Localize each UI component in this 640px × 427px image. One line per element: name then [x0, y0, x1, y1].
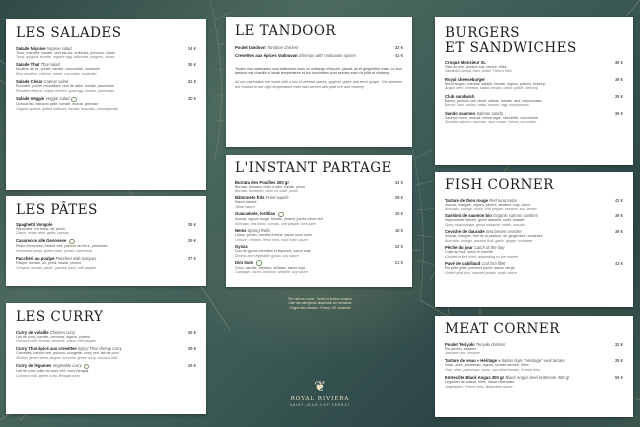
fish-corner-card: [435, 172, 633, 307]
menu-item: Salade Niçoise Niçoise salad 34 € Thon, roquette, tomate, œuf bio dur, artichaut, poivrons, olives Tuna, arugula, tomato, organic egg, artichoke, peppers, olives: [16, 45, 196, 59]
menu-item: Curry Thaï épicé aux crevettes Spicy Thai shrimp curry 39 € Crevettes, haricot vert, poivron, courgette, curry vert, lait de coco Shrimp, green bean, pepper, zucchini, green curry, coconut milk: [16, 346, 196, 360]
menu-item: Nems Spring Rolls 18 € Laitue, poulet, menthe fraîche, sauce nuoc mam Lettuce, chicken, fresh mint, nuoc mam sauce: [235, 228, 403, 242]
royal-riviera-logo: ❦ ROYAL RIVIERA SAINT-JEAN-CAP-FERRAT: [280, 380, 360, 407]
curry-card: [6, 303, 206, 414]
menu-item: Guacamole, tortillas 16 € Avocat, oignon rouge, tomate, piment, jus de citron vert Avocado, red onion, tomato, chili pepper, lime juice: [235, 211, 403, 226]
pates-title: LES PÂTES: [16, 202, 98, 218]
crest-icon: ❦: [314, 379, 326, 395]
menu-item: Paccheri au poulpe Paccheri with octopus 37 € Poulpe, tomate, ail, persil, basilic, piment Octopus, tomato, garlic, parsley, basil, chili pepper: [16, 256, 196, 270]
menu-item: Curry de légumes Vegetable curry 29 € Lait de coco, pâte de curry vert, curry Bengali Coconut milk, green curry, Bengali curry: [16, 363, 196, 378]
menu-item: Curry de volaille Chicken curry 36 € Lait de coco, tomate, curcuma, oignon, piment Coconut milk, tomato, turmeric, onion, chili pepper: [16, 329, 196, 343]
menu-item: Club sandwich 35 € Bacon, jambon cuit, dinde, salade, tomate, œuf, mayonnaise Bacon, ham, turkey, salad, tomato, egg, mayonnaise: [445, 93, 623, 108]
menu-footer: Prix nets en euros · Taxes et service compris Liste des allergènes disponible sur demande Origine des viandes : France, UE, Australie: [288, 297, 352, 310]
menu-item: Casarecce alle Genovese 29 € Pesto Genovese, haricot vert, pomme de terre, parmesan Genovese pesto, green bean, potato, parmesan: [16, 238, 196, 253]
curry-title: LES CURRY: [16, 309, 104, 325]
menu-item: Poulet Teriyaki Teriyaki chicken 32 € Riz jasmin, sésame Jasmine rice, sesame: [445, 341, 623, 355]
meat-corner-card: [435, 316, 633, 417]
menu-item: Entrecôte Black Angus 300 gr Black Angus beef entrecote 300 gr 59 € Légumes de saison, frites, sauce béarnaise Vegetables, French fries, Béarnaise sauce: [445, 375, 623, 389]
menu-item: Salade César Caesar salad 32 € Romaine, poulet croustillant, œuf de caille, tomate, parmesan Romaine lettuce, crispy chicken, quail egg, tomato, parmesan: [16, 79, 196, 93]
instant-partage-card: [226, 155, 412, 287]
meat-corner-title: MEAT CORNER: [445, 321, 560, 337]
menu-item: Burrata des Pouilles 300 gr 34 € Burrata, tomates, huile d'olive, basilic, pesto Burrata, tomatoes, olive oil, basil, pesto: [235, 179, 403, 193]
tandoor-note-en: All our marinades are made with a mix of oriental spices, yoghurt, garlic and fresh ginger. The skewers are cooked in our high temperature oven and served with pilaf rice and chutney.: [235, 80, 403, 89]
burgers-title: BURGERS ET SANDWICHES: [445, 25, 577, 56]
menu-item: Bâtonnets frits Fried squids 29 € Sauce tartare Tartar sauce: [235, 195, 403, 209]
menu-item: Salade Thaï Thai salad 36 € Nouilles de riz, poulet, carotte, concombre, coriandre Rice noodles, chicken, carrot, cucumber, coriander: [16, 62, 196, 76]
menu-item: Sando saumon Salmon sando 39 € Saumon fumé, avocat, crème aigre, ciboulette, concombre Smoked salmon, avocado, sour cream, chives, cucumber: [445, 110, 623, 125]
menu-item: Spaghetti Vongole 35 € Palourdes, vin blanc, ail, persil Clams, white wine, garlic, parsley: [16, 221, 196, 235]
menu-item: Poulet tandoori Tandoori chicken 32 €: [235, 44, 403, 50]
menu-item: Sashimi de saumon bio Organic salmon sashimi 39 € Mayonnaise épicée, gomo wakamé, radis, wasabi Spicy mayonnaise, goma wakame, radish, wasabi: [445, 213, 623, 227]
menu-item: Tartare de thon rouge Red tuna tartar 42 € Avocat, mangue, oignon, piment, sésame, soja, citron Avocado, mango, onion, chili pepper, sesame, soy, lemon: [445, 197, 623, 211]
fish-corner-title: FISH CORNER: [445, 177, 554, 193]
menu-item: Dim Sum 21 € Chou, carotte, bambou, shiitake, sauce soja Cabbage, carrot, bamboo, shiitake, soy sauce: [235, 259, 403, 275]
burgers-card: [435, 17, 633, 165]
tandoor-card: [226, 17, 412, 147]
menu-item: Pêche du jour Catch of the day Cuite au four, selon le marché Cooked in the oven, depending on the market: [445, 245, 518, 259]
salades-card: [6, 19, 206, 190]
tandoor-title: LE TANDOOR: [235, 23, 337, 39]
pates-card: [6, 196, 206, 286]
vegetarian-icon: [256, 260, 262, 266]
menu-item: Crevettes aux épices Vadouvan Shrimps with Vadouvan spices 41 €: [235, 52, 403, 58]
menu-item: Gyoza 22 € Duo de gyoza crevettes et légumes, sauce soja Shrimp and vegetable gyoza, soy sauce: [235, 244, 403, 258]
tandoor-note-fr: Toutes nos marinades sont élaborées avec un mélange d'épices, yaourt, ail et gingembre frais. Le four tandoor est chauffé à haute température et les brochettes sont servies avec riz pilaf et chutney.: [235, 66, 402, 76]
salades-title: LES SALADES: [16, 25, 122, 41]
menu-item: Salade Veggie Veggie salad 30 € Quinoa bio, halloumi grillé, tomate, avocat, grenade Organic quinoa, grilled halloumi, tomato, avocado, pomegranate: [16, 96, 196, 111]
menu-item: Royal cheeseburger 39 € Bœuf Angus, cheddar, salade, tomate, oignon, pickles, ketchup Angus beef, cheddar, salad, tomato, onion, pickle, ketchup: [445, 76, 623, 91]
menu-item: Ceviche de daurade Sea bream ceviche 39 € Avocat, mangue, fruit de la passion, ail, gingembre, coriandre Avocado, mango, passion fruit, garlic, ginger, coriander: [445, 229, 623, 243]
instant-partage-title: L'INSTANT PARTAGE: [235, 160, 392, 176]
menu-item: Tartare de veau « Héritage » Italian style "Heritage" veal tartare 39 € Veau, olive, parmesan, oignon, tomate séchée, frites Veal, olive, parmesan, onion, sun-dried tomato, French fries: [445, 358, 623, 372]
menu-item: Croque Monsieur XL 35 € Pain de mie, jambon cuit, beurre, frites Sandwich bread, ham, butter, French fries: [445, 59, 623, 74]
menu-item: Pavé de cabillaud Cod fish fillet 43 € Riz pilaf grillé, pommes purée, sauce vierge Grilled pilaf rice, mashed potato, virgin sauce: [445, 261, 623, 275]
